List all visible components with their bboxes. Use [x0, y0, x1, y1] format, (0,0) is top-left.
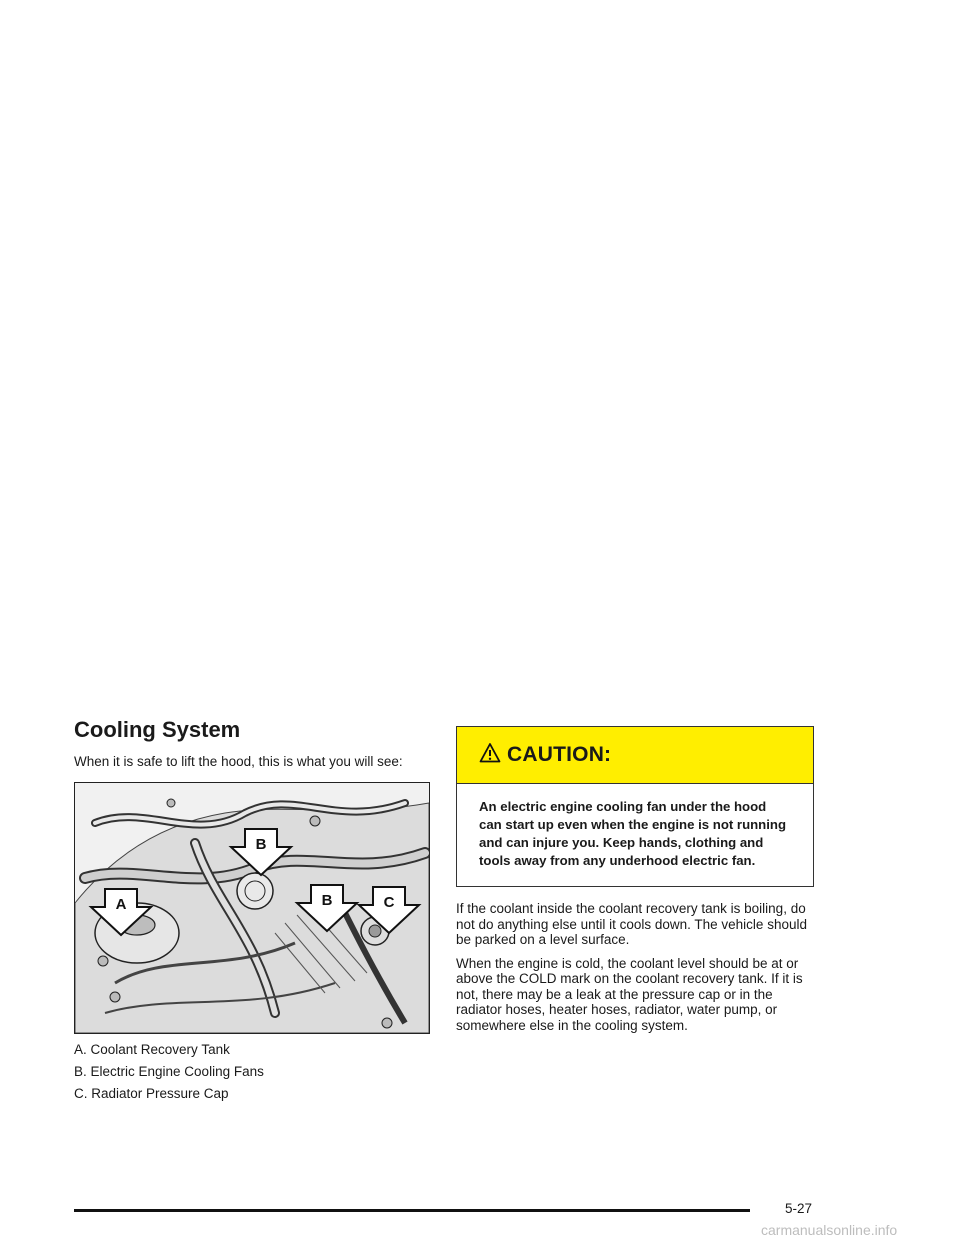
- callout-a-label: A: [115, 896, 127, 913]
- watermark-text: carmanualsonline.info: [761, 1222, 898, 1238]
- intro-text: When it is safe to lift the hood, this is what you will see:: [74, 754, 403, 769]
- caution-header: [457, 727, 813, 784]
- paragraph-boiling-coolant: If the coolant inside the coolant recovery tank is boiling, do not do anything else until it cools down. The vehicle should be parked on a level surface.: [456, 901, 807, 947]
- callout-b-label-lower: B: [321, 892, 333, 909]
- legend-item-b: B. Electric Engine Cooling Fans: [74, 1064, 264, 1079]
- legend-item-a: A. Coolant Recovery Tank: [74, 1042, 230, 1057]
- section-title: Cooling System: [74, 717, 241, 742]
- engine-compartment-illustration: [74, 782, 430, 1034]
- engine-line-drawing: [75, 783, 429, 1033]
- caution-title: CAUTION:: [507, 743, 612, 766]
- caution-text: An electric engine cooling fan under the hood can start up even when the engine is not running and can injure you. Keep hands, clothing and tools away from any underhood electric fan.: [479, 799, 787, 868]
- page-number: 5-27: [785, 1201, 813, 1216]
- right-column: [456, 726, 814, 1033]
- legend-item-c: C. Radiator Pressure Cap: [74, 1086, 229, 1101]
- callout-c-label: C: [383, 894, 395, 911]
- warning-triangle-icon: [479, 742, 501, 764]
- callout-b-label-upper: B: [255, 836, 267, 853]
- caution-box: [456, 726, 814, 887]
- left-column: [74, 716, 434, 1108]
- figure-legend: [74, 1042, 434, 1102]
- footer-rule: [74, 1209, 750, 1212]
- paragraph-coolant-level: When the engine is cold, the coolant level should be at or above the COLD mark on the coolant recovery tank. If it is not, there may be a leak at the pressure cap or in the radiator hoses, heater hoses, radiator, water pump, or somewhere else in the cooling system.: [456, 955, 803, 1033]
